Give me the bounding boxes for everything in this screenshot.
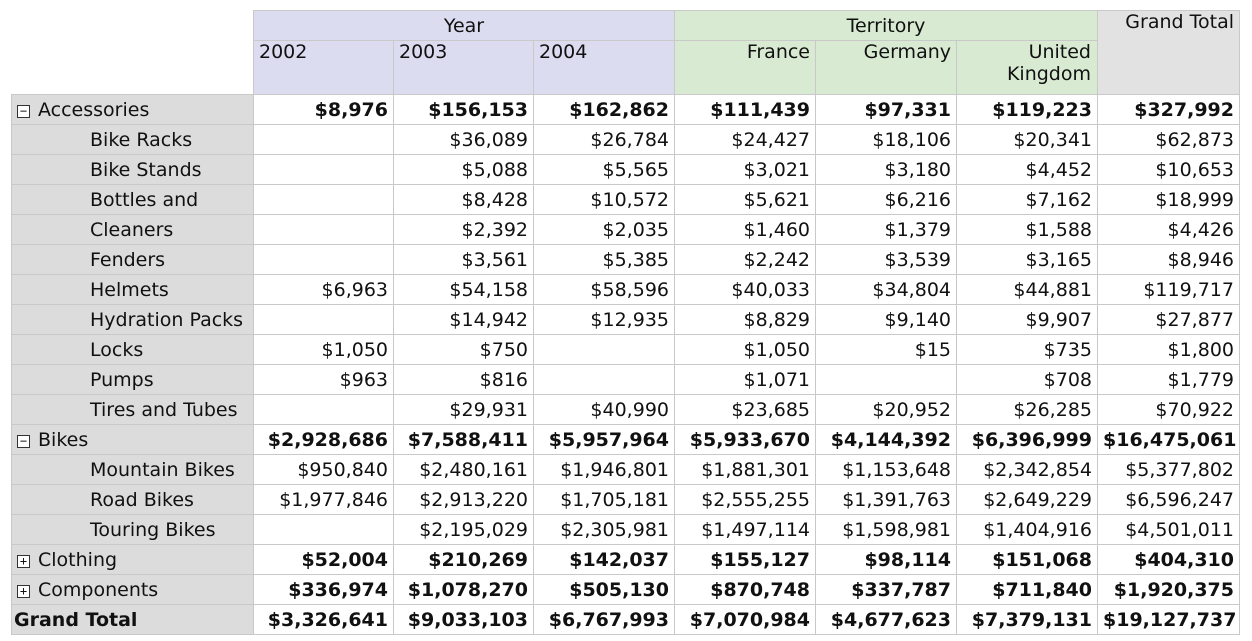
value-cell[interactable]: $24,427 — [675, 125, 816, 155]
value-cell[interactable]: $1,800 — [1098, 335, 1240, 365]
value-cell[interactable]: $9,907 — [957, 305, 1098, 335]
table-row — [12, 305, 1240, 335]
value-cell[interactable]: $27,877 — [1098, 305, 1240, 335]
value-cell[interactable]: $6,596,247 — [1098, 485, 1240, 515]
value-cell[interactable]: $3,561 — [394, 245, 534, 275]
row-label: Bikes — [38, 428, 89, 451]
value-cell[interactable]: $36,089 — [394, 125, 534, 155]
value-cell[interactable]: $18,999 — [1098, 185, 1240, 215]
value-cell[interactable]: $62,873 — [1098, 125, 1240, 155]
row-header — [12, 185, 254, 215]
value-cell[interactable]: $5,933,670 — [675, 425, 816, 455]
value-cell[interactable]: $4,677,623 — [816, 605, 957, 635]
table-row — [12, 275, 1240, 305]
value-cell[interactable]: $6,216 — [816, 185, 957, 215]
value-cell[interactable]: $404,310 — [1098, 545, 1240, 575]
header-row-1 — [12, 11, 1240, 41]
value-cell[interactable]: $711,840 — [957, 575, 1098, 605]
value-cell[interactable]: $5,377,802 — [1098, 455, 1240, 485]
value-cell[interactable]: $34,804 — [816, 275, 957, 305]
value-cell[interactable] — [816, 365, 957, 395]
row-label: Components — [38, 578, 159, 601]
column-header-2004[interactable]: 2004 — [534, 41, 675, 95]
table-row — [12, 125, 1240, 155]
grand-total-header: Grand Total — [1098, 11, 1240, 95]
row-label: Tires and Tubes — [90, 398, 238, 421]
row-label: Clothing — [38, 548, 118, 571]
value-cell[interactable]: $23,685 — [675, 395, 816, 425]
row-label: Fenders — [90, 248, 166, 271]
row-header — [12, 485, 254, 515]
value-cell[interactable]: $1,779 — [1098, 365, 1240, 395]
value-cell[interactable]: $1,391,763 — [816, 485, 957, 515]
value-cell[interactable]: $816 — [394, 365, 534, 395]
group-row — [12, 425, 1240, 455]
value-cell[interactable]: $52,004 — [254, 545, 394, 575]
value-cell[interactable]: $8,946 — [1098, 245, 1240, 275]
value-cell[interactable]: $870,748 — [675, 575, 816, 605]
value-cell[interactable]: $505,130 — [534, 575, 675, 605]
row-header — [12, 155, 254, 185]
value-cell[interactable]: $210,269 — [394, 545, 534, 575]
year-field-header[interactable]: Year — [254, 11, 675, 41]
value-cell[interactable]: $10,572 — [534, 185, 675, 215]
row-label: Locks — [90, 338, 144, 361]
value-cell[interactable]: $5,621 — [675, 185, 816, 215]
row-header[interactable] — [12, 425, 254, 455]
value-cell[interactable]: $4,144,392 — [816, 425, 957, 455]
value-cell[interactable]: $2,035 — [534, 215, 675, 245]
value-cell[interactable]: $8,428 — [394, 185, 534, 215]
value-cell[interactable]: $10,653 — [1098, 155, 1240, 185]
value-cell[interactable]: $4,426 — [1098, 215, 1240, 245]
column-header-france[interactable]: France — [675, 41, 816, 95]
value-cell[interactable] — [254, 215, 394, 245]
column-header-2002[interactable]: 2002 — [254, 41, 394, 95]
value-cell[interactable]: $119,717 — [1098, 275, 1240, 305]
value-cell[interactable]: $6,767,993 — [534, 605, 675, 635]
table-row — [12, 185, 1240, 215]
row-header[interactable] — [12, 95, 254, 125]
collapse-icon[interactable]: − — [17, 435, 30, 448]
row-header — [12, 125, 254, 155]
row-label: Bike Racks — [90, 128, 193, 151]
value-cell[interactable]: $97,331 — [816, 95, 957, 125]
value-cell[interactable]: $1,153,648 — [816, 455, 957, 485]
column-header-germany[interactable]: Germany — [816, 41, 957, 95]
group-row — [12, 575, 1240, 605]
value-cell[interactable] — [254, 395, 394, 425]
value-cell[interactable]: $20,952 — [816, 395, 957, 425]
group-row — [12, 545, 1240, 575]
value-cell[interactable]: $142,037 — [534, 545, 675, 575]
value-cell[interactable]: $58,596 — [534, 275, 675, 305]
value-cell[interactable]: $40,990 — [534, 395, 675, 425]
value-cell[interactable]: $2,392 — [394, 215, 534, 245]
corner-cell-2 — [12, 41, 254, 95]
value-cell[interactable]: $151,068 — [957, 545, 1098, 575]
column-header-2003[interactable]: 2003 — [394, 41, 534, 95]
value-cell[interactable]: $7,588,411 — [394, 425, 534, 455]
value-cell[interactable]: $5,088 — [394, 155, 534, 185]
value-cell[interactable]: $5,957,964 — [534, 425, 675, 455]
group-row — [12, 95, 1240, 125]
table-row — [12, 335, 1240, 365]
value-cell[interactable]: $1,050 — [254, 335, 394, 365]
row-header — [12, 335, 254, 365]
value-cell[interactable]: $2,480,161 — [394, 455, 534, 485]
value-cell[interactable]: $2,305,981 — [534, 515, 675, 545]
table-row — [12, 515, 1240, 545]
value-cell[interactable]: $5,385 — [534, 245, 675, 275]
value-cell[interactable]: $6,396,999 — [957, 425, 1098, 455]
value-cell[interactable]: $1,050 — [675, 335, 816, 365]
row-header — [12, 215, 254, 245]
table-row — [12, 455, 1240, 485]
value-cell[interactable] — [254, 155, 394, 185]
row-label: Grand Total — [14, 608, 138, 631]
table-row — [12, 365, 1240, 395]
value-cell[interactable]: $963 — [254, 365, 394, 395]
expand-icon[interactable]: + — [17, 555, 30, 568]
value-cell[interactable]: $3,021 — [675, 155, 816, 185]
table-row — [12, 215, 1240, 245]
grand-total-row — [12, 605, 1240, 635]
territory-field-header[interactable]: Territory — [675, 11, 1098, 41]
value-cell[interactable]: $8,829 — [675, 305, 816, 335]
value-cell[interactable]: $9,140 — [816, 305, 957, 335]
value-cell[interactable]: $4,501,011 — [1098, 515, 1240, 545]
table-row — [12, 485, 1240, 515]
value-cell[interactable]: $708 — [957, 365, 1098, 395]
expand-icon[interactable]: + — [17, 585, 30, 598]
value-cell[interactable]: $98,114 — [816, 545, 957, 575]
row-label: Hydration Packs — [90, 308, 244, 331]
value-cell[interactable]: $3,180 — [816, 155, 957, 185]
value-cell[interactable]: $1,881,301 — [675, 455, 816, 485]
row-header[interactable] — [12, 575, 254, 605]
collapse-icon[interactable]: − — [17, 105, 30, 118]
value-cell[interactable]: $1,497,114 — [675, 515, 816, 545]
value-cell[interactable]: $119,223 — [957, 95, 1098, 125]
column-header-united-kingdom[interactable]: United Kingdom — [957, 41, 1098, 95]
value-cell[interactable]: $155,127 — [675, 545, 816, 575]
row-header — [12, 365, 254, 395]
value-cell[interactable]: $12,935 — [534, 305, 675, 335]
row-label: Touring Bikes — [90, 518, 216, 541]
value-cell[interactable]: $15 — [816, 335, 957, 365]
row-header — [12, 515, 254, 545]
value-cell[interactable]: $336,974 — [254, 575, 394, 605]
row-header — [12, 275, 254, 305]
value-cell[interactable]: $7,070,984 — [675, 605, 816, 635]
value-cell[interactable]: $1,977,846 — [254, 485, 394, 515]
table-row — [12, 245, 1240, 275]
value-cell[interactable]: $1,946,801 — [534, 455, 675, 485]
value-cell[interactable]: $9,033,103 — [394, 605, 534, 635]
value-cell[interactable]: $16,475,061 — [1098, 425, 1240, 455]
value-cell[interactable]: $3,165 — [957, 245, 1098, 275]
row-header — [12, 395, 254, 425]
value-cell[interactable]: $54,158 — [394, 275, 534, 305]
value-cell[interactable]: $2,242 — [675, 245, 816, 275]
corner-cell — [12, 11, 254, 41]
value-cell[interactable]: $1,078,270 — [394, 575, 534, 605]
value-cell[interactable]: $4,452 — [957, 155, 1098, 185]
value-cell[interactable] — [254, 185, 394, 215]
value-cell[interactable]: $327,992 — [1098, 95, 1240, 125]
pivot-table — [11, 10, 1240, 635]
value-cell[interactable]: $1,379 — [816, 215, 957, 245]
header-row-2 — [12, 41, 1240, 95]
row-header — [12, 245, 254, 275]
row-header[interactable] — [12, 545, 254, 575]
row-header — [12, 455, 254, 485]
row-label: Bottles and — [90, 188, 199, 211]
value-cell[interactable]: $70,922 — [1098, 395, 1240, 425]
value-cell[interactable]: $1,920,375 — [1098, 575, 1240, 605]
table-row — [12, 155, 1240, 185]
value-cell[interactable]: $1,460 — [675, 215, 816, 245]
value-cell[interactable]: $5,565 — [534, 155, 675, 185]
row-label: Accessories — [38, 98, 150, 121]
value-cell[interactable]: $1,598,981 — [816, 515, 957, 545]
value-cell[interactable]: $2,928,686 — [254, 425, 394, 455]
row-label: Helmets — [90, 278, 169, 301]
value-cell[interactable]: $111,439 — [675, 95, 816, 125]
value-cell[interactable] — [534, 335, 675, 365]
row-label: Cleaners — [90, 218, 174, 241]
value-cell[interactable]: $156,153 — [394, 95, 534, 125]
value-cell[interactable]: $20,341 — [957, 125, 1098, 155]
value-cell[interactable]: $26,285 — [957, 395, 1098, 425]
value-cell[interactable]: $8,976 — [254, 95, 394, 125]
value-cell[interactable] — [254, 125, 394, 155]
value-cell[interactable]: $2,342,854 — [957, 455, 1098, 485]
value-cell[interactable]: $29,931 — [394, 395, 534, 425]
value-cell[interactable]: $7,162 — [957, 185, 1098, 215]
value-cell[interactable]: $162,862 — [534, 95, 675, 125]
value-cell[interactable]: $18,106 — [816, 125, 957, 155]
row-header — [12, 305, 254, 335]
value-cell[interactable]: $2,913,220 — [394, 485, 534, 515]
value-cell[interactable]: $1,404,916 — [957, 515, 1098, 545]
value-cell[interactable]: $2,649,229 — [957, 485, 1098, 515]
table-row — [12, 395, 1240, 425]
value-cell[interactable]: $7,379,131 — [957, 605, 1098, 635]
value-cell[interactable] — [254, 305, 394, 335]
value-cell[interactable]: $750 — [394, 335, 534, 365]
row-label: Road Bikes — [90, 488, 194, 511]
value-cell[interactable]: $19,127,737 — [1098, 605, 1240, 635]
row-header — [12, 605, 254, 635]
value-cell[interactable] — [254, 245, 394, 275]
value-cell[interactable]: $44,881 — [957, 275, 1098, 305]
value-cell[interactable]: $3,539 — [816, 245, 957, 275]
value-cell[interactable]: $950,840 — [254, 455, 394, 485]
value-cell[interactable]: $3,326,641 — [254, 605, 394, 635]
value-cell[interactable]: $14,942 — [394, 305, 534, 335]
value-cell[interactable]: $2,555,255 — [675, 485, 816, 515]
value-cell[interactable]: $337,787 — [816, 575, 957, 605]
value-cell[interactable] — [254, 515, 394, 545]
value-cell[interactable]: $1,588 — [957, 215, 1098, 245]
value-cell[interactable]: $26,784 — [534, 125, 675, 155]
row-label: Pumps — [90, 368, 154, 391]
value-cell[interactable]: $1,705,181 — [534, 485, 675, 515]
value-cell[interactable]: $1,071 — [675, 365, 816, 395]
value-cell[interactable]: $735 — [957, 335, 1098, 365]
value-cell[interactable] — [534, 365, 675, 395]
value-cell[interactable]: $6,963 — [254, 275, 394, 305]
row-label: Bike Stands — [90, 158, 202, 181]
value-cell[interactable]: $40,033 — [675, 275, 816, 305]
row-label: Mountain Bikes — [90, 458, 235, 481]
value-cell[interactable]: $2,195,029 — [394, 515, 534, 545]
